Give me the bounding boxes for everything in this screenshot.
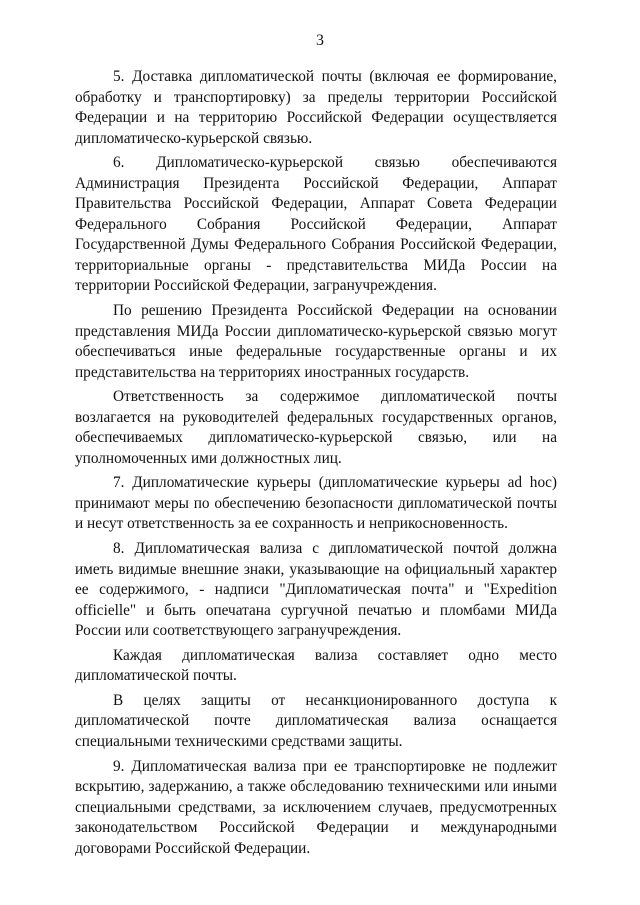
paragraph-responsibility: Ответственность за содержимое дипломатической почты возлагается на руководителей федеральных государственных органов, обеспечиваемых дипломатическо-курьерской связью, или на уполномоченных ими должностных лиц. [75, 388, 557, 467]
document-body [75, 67, 557, 859]
paragraph-item-5: 5. Доставка дипломатической почты (включая ее формирование, обработку и транспортировку) за пределы территории Российской Федерации и на территорию Российской Федерации осуществляется дипломатическо-курьерской связью. [75, 68, 557, 147]
paragraph-president-decision: По решению Президента Российской Федерации на основании представления МИДа России дипломатическо-курьерской связью могут обеспечиваться иные федеральные государственные органы и их представительства на территориях иностранных государств. [75, 302, 557, 381]
paragraph-item-9: 9. Дипломатическая вализа при ее транспортировке не подлежит вскрытию, задержанию, а также обследованию техническими или иными специальными средствами, за исключением случаев, предусмотренных законодательством Российской Федерации и международными договорами Российской Федерации. [75, 757, 557, 857]
paragraph-item-7: 7. Дипломатические курьеры (дипломатические курьеры ad hoc) принимают меры по обеспечению безопасности дипломатической почты и несут ответственность за ее сохранность и неприкосновенность. [75, 474, 557, 533]
paragraph-item-6: 6. Дипломатическо-курьерской связью обеспечиваются Администрация Президента Российской Федерации, Аппарат Правительства Российской Федерации, Аппарат Совета Федерации Федерального Собрания Российской Федерации, Аппарат Государственной Думы Федерального Собрания Российской Федерации, территориальные органы - представительства МИДа России на территории Российской Федерации, загранучреждения. [75, 154, 557, 295]
page-number: 3 [316, 32, 324, 49]
paragraph-valise-place: Каждая дипломатическая вализа составляет одно место дипломатической почты. [75, 646, 557, 685]
paragraph-item-8: 8. Дипломатическая вализа с дипломатической почтой должна иметь видимые внешние знаки, указывающие на официальный характер ее содержимого, - надписи "Дипломатическая почта" и "Expedition officielle" и быть опечатана сургучной печатью и пломбами МИДа России или соответствующего загранучреждения. [75, 540, 557, 640]
paragraph-protection: В целях защиты от несанкционированного доступа к дипломатической почте дипломатическая вализа оснащается специальными техническими средствами защиты. [75, 691, 557, 750]
